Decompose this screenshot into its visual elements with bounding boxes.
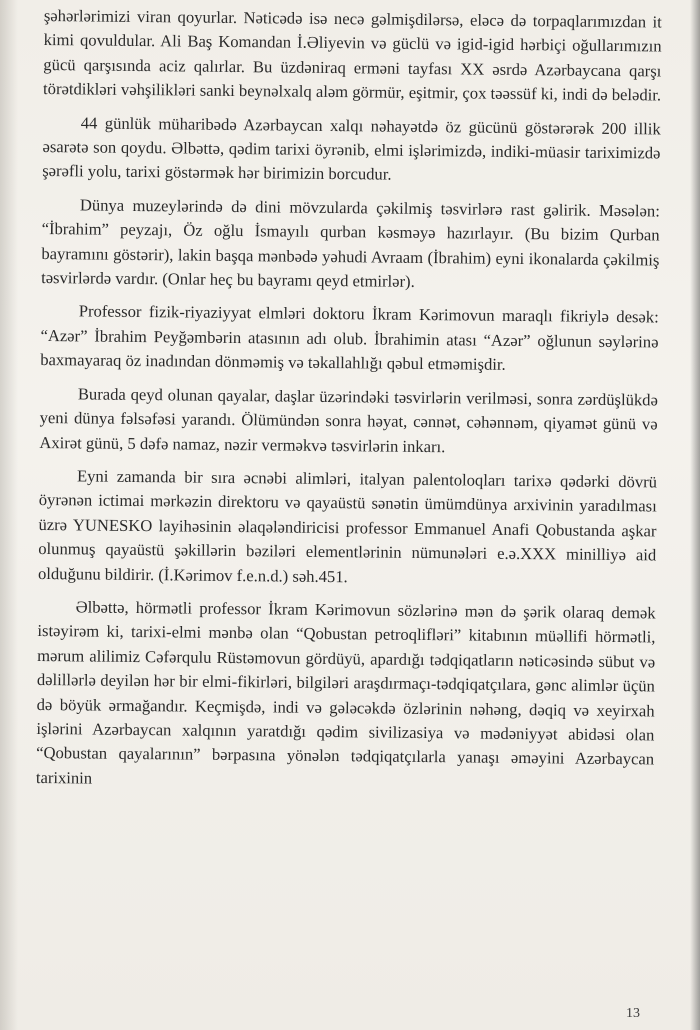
- paragraph: Burada qeyd olunan qayalar, daşlar üzərindəki təsvirlərin verilməsi, sonra zərdüşlükdə yeni dünya fəlsəfəsi yarandı. Ölümündən sonra həyat, cənnət, cəhənnəm, qiyamət günü və Axirət günü, 5 dəfə namaz, nəzir verməkvə təsvirlərin inkarı.: [39, 384, 658, 456]
- paragraph: şəhərlərimizi viran qoyurlar. Nəticədə isə necə gəlmişdilərsə, eləcə də torpaqlarımızdan it kimi qovuldular. Ali Baş Komandan İ.Əliyevin və güclü və igid-igid hərbiçi oğullarımızın gücü qarşısında aciz qalırlar. Bu üzdəniraq erməni tayfası XX əsrdə Azərbaycana qarşı törətdikləri vəhşilikləri sanki beynəlxalq aləm görmür, eşitmir, çox təəssüf ki, indi də belədir.: [43, 5, 662, 105]
- page-number: 13: [626, 1006, 640, 1021]
- paragraph: Professor fizik-riyaziyyat elmləri doktoru İkram Kərimovun maraqlı fikriylə desək: “Azər” İbrahim Peyğəmbərin atasının adı olub. İbrahimin atası “Azər” oğlunun səylərinə baxmayaraq öz inadından dönməmiş və təkallahlığı qəbul etməmişdir.: [40, 301, 659, 375]
- body-text: [36, 4, 662, 806]
- paragraph: Eyni zamanda bir sıra əcnəbi alimləri, italyan palentoloqları tarixə qədərki dövrü öyrənən ictimai mərkəzin direktoru və qayaüstü sənətin ümümdünya arxivinin yaradılması üzrə YUNESKO layihəsinin əlaqələndiricisi professor Emmanuel Anafi Qobustanda aşkar olunmuş qayaüstü şəkillərin bəziləri elementlərinin nümunələri e.ə.XXX minilliyə aid olduğunu bildirir. (İ.Kərimov f.e.n.d.) səh.451.: [37, 466, 658, 586]
- paragraph: Dünya muzeylərində də dini mövzularda çəkilmiş təsvirlərə rast gəlirik. Məsələn: “İbrahim” peyzajı, Öz oğlu İsmayılı qurban kəsməyə hazırlayır. (Bu bizim Qurban bayramını göstərir), lakin başqa mənbədə yəhudi Avraam (İbrahim) eyni ikonalarda çəkilmiş təsvirlərdə vardır. (Onlar heç bu bayramı qeyd etmirlər).: [41, 195, 660, 291]
- paragraph: 44 günlük müharibədə Azərbaycan xalqı nəhayətdə öz gücünü göstərərək 200 illik əsarətə son qoydu. Əlbəttə, qədim tarixi öyrənib, elmi işlərimizdə, indiki-müasir tariximizdə şərəfli yolu, tarixi göstərmək hər birimizin borcudur.: [42, 113, 661, 185]
- paragraph: Əlbəttə, hörmətli professor İkram Kərimovun sözlərinə mən də şərik olaraq demək istəyirəm ki, tarixi-elmi mənbə olan “Qobustan petroqlifləri” kitabının müəllifi hörmətli, mərum alilimiz Cəfərqulu Rüstəmovun gördüyü, apardığı tədqiqatların nəticəsində sübut və dəlillərlə deyilən hər bir elmi-fikirləri, bilgiləri araşdırmaçı-tədqiqatçılara, gənc alimlər üçün də böyük ərmağandır. Keçmişdə, indi və gələcəkdə özlərinin nəhəng, dəqiq və xeyirxah işlərini Azərbaycan xalqının yaratdığı qədim sivilizasiya və mədəniyyət abidəsi olan “Qobustan qayalarının” bərpasına yönələn tədqiqatçılarla yanaşı əməyini Azərbaycan tarixinin: [35, 597, 656, 788]
